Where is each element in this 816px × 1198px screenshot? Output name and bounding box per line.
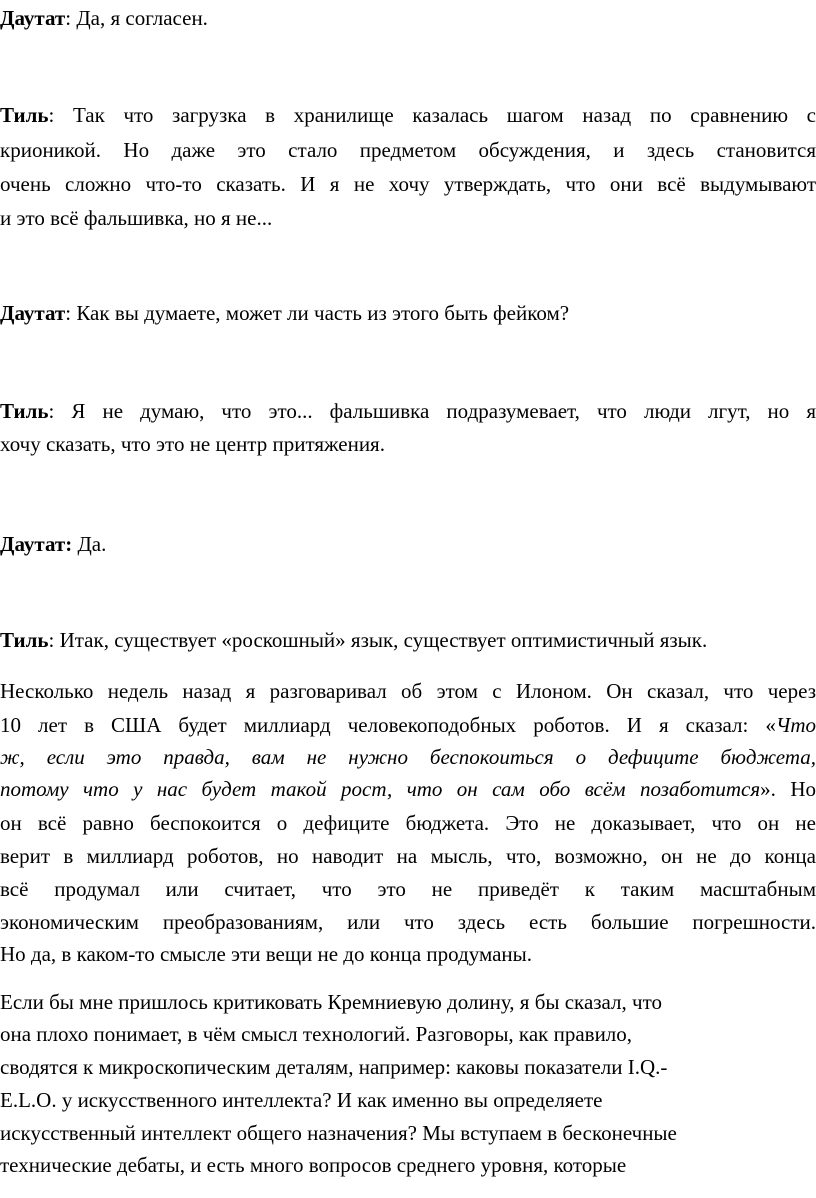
dialogue-text-line: очень сложно что-то сказать. И я не хочу утверждать, что они всё выдумывают — [0, 172, 816, 196]
dialogue-text-line: и это всё фальшивка, но я не... — [0, 206, 273, 230]
speaker-separator: : — [48, 628, 55, 652]
paragraph-text: 10 лет в США будет миллиард человекоподобных роботов. И я сказал: « — [0, 713, 776, 737]
paragraph-line: Несколько недель назад я разговаривал об этом с Илоном. Он сказал, что через — [0, 679, 816, 703]
dialogue-line — [0, 399, 816, 423]
paragraph-line: искусственный интеллект общего назначения? Мы вступаем в бесконечные — [0, 1121, 677, 1145]
speaker-name: Даутат — [0, 6, 66, 30]
paragraph-line — [0, 713, 816, 737]
speaker-separator: : — [48, 399, 55, 423]
dialogue-text: Итак, существует «роскошный» язык, существует оптимистичный язык. — [54, 628, 708, 652]
paragraph-line: E.L.O. у искусственного интеллекта? И как именно вы определяете — [0, 1088, 603, 1112]
paragraph-line: технические дебаты, и есть много вопросов среднего уровня, которые — [0, 1153, 627, 1177]
speaker-name: Тиль — [0, 628, 49, 652]
paragraph-line: всё продумал или считает, что это не приведёт к таким масштабным — [0, 877, 816, 901]
paragraph-line — [0, 777, 816, 801]
quote-text: Что — [775, 713, 816, 737]
speaker-name: Даутат: — [0, 532, 73, 556]
dialogue-text: Как вы думаете, может ли часть из этого быть фейком? — [71, 301, 570, 325]
paragraph-line: верит в миллиард роботов, но наводит на мысль, что, возможно, он не до конца — [0, 844, 816, 868]
paragraph-line: она плохо понимает, в чём смысл технологий. Разговоры, как правило, — [0, 1022, 633, 1046]
dialogue-text: Да. — [72, 532, 107, 556]
speaker-separator: : — [65, 301, 72, 325]
paragraph-text: ». Но — [760, 777, 816, 801]
dialogue-text-line: крионикой. Но даже это стало предметом обсуждения, и здесь становится — [0, 138, 816, 162]
speaker-name: Даутат — [0, 301, 66, 325]
quote-text: потому что у нас будет такой рост, что он сам обо всём позаботится — [0, 777, 761, 801]
paragraph-line: сводятся к микроскопическим деталям, например: каковы показатели I.Q.- — [0, 1055, 668, 1079]
paragraph-line: экономическим преобразованиям, или что здесь есть большие погрешности. — [0, 910, 816, 934]
dialogue-text: Я не думаю, что это... фальшивка подразумевает, что люди лгут, но я — [54, 399, 816, 423]
paragraph-line: Если бы мне пришлось критиковать Кремниевую долину, я бы сказал, что — [0, 990, 663, 1014]
dialogue-text: Так что загрузка в хранилище казалась шагом назад по сравнению с — [54, 103, 816, 127]
dialogue-text-line: хочу сказать, что это не центр притяжения. — [0, 432, 385, 456]
dialogue-line — [0, 532, 816, 556]
dialogue-line — [0, 6, 816, 30]
paragraph-line: он всё равно беспокоится о дефиците бюджета. Это не доказывает, что он не — [0, 811, 816, 835]
dialogue-line — [0, 103, 816, 127]
dialogue-line — [0, 301, 816, 325]
paragraph-line: Но да, в каком-то смысле эти вещи не до конца продуманы. — [0, 942, 533, 966]
dialogue-line — [0, 628, 816, 652]
speaker-name: Тиль — [0, 399, 49, 423]
speaker-separator: : — [48, 103, 55, 127]
quote-line: ж, если это правда, вам не нужно беспокоиться о дефиците бюджета, — [0, 745, 816, 769]
speaker-separator: : — [65, 6, 72, 30]
dialogue-text: Да, я согласен. — [71, 6, 208, 30]
speaker-name: Тиль — [0, 103, 49, 127]
